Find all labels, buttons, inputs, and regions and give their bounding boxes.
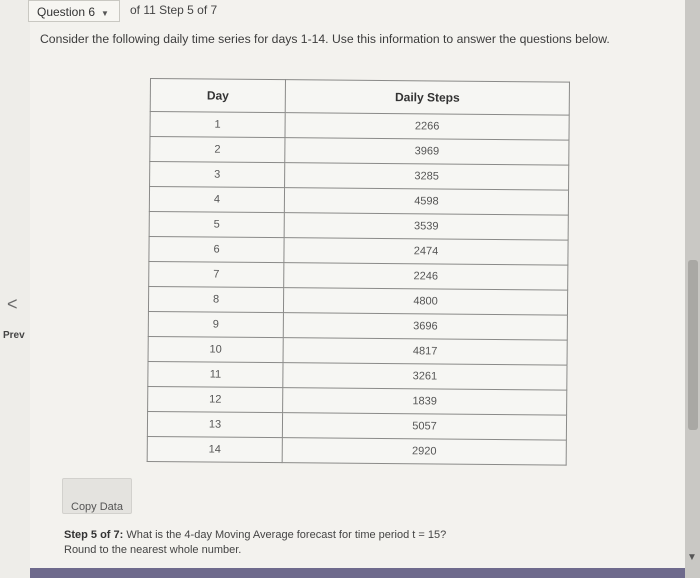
- column-header-daily-steps: Daily Steps: [285, 80, 569, 115]
- table-row: [148, 386, 567, 415]
- data-table: [147, 78, 570, 466]
- copy-data-button[interactable]: Copy Data: [62, 478, 132, 514]
- day-cell: 4: [149, 187, 284, 213]
- steps-cell: 3261: [283, 363, 567, 390]
- day-cell: 10: [148, 336, 283, 362]
- steps-cell: 5057: [282, 413, 566, 440]
- question-selector-label: Question 6: [37, 5, 96, 19]
- day-cell: 14: [147, 436, 282, 462]
- table-row: [149, 236, 568, 265]
- day-cell: 3: [150, 162, 285, 188]
- day-cell: 8: [148, 286, 283, 312]
- step-question: [64, 528, 446, 558]
- day-cell: 9: [148, 311, 283, 337]
- question-prompt: Consider the following daily time series for days 1-14. Use this information to answer the questions below.: [40, 32, 610, 46]
- table-row: [149, 261, 568, 290]
- day-cell: 11: [148, 361, 283, 387]
- steps-cell: 2266: [285, 113, 569, 140]
- table-row: [149, 211, 568, 240]
- day-cell: 5: [149, 211, 284, 237]
- scroll-down-icon[interactable]: ▼: [687, 552, 697, 563]
- day-cell: 6: [149, 236, 284, 262]
- table-row: [148, 311, 567, 340]
- step-info: of 11 Step 5 of 7: [130, 3, 218, 17]
- steps-cell: 2920: [282, 438, 566, 465]
- table-row: [150, 112, 569, 141]
- table-row: [150, 137, 569, 166]
- day-cell: 12: [148, 386, 283, 412]
- column-header-day: Day: [150, 79, 285, 113]
- steps-cell: 3696: [283, 313, 567, 340]
- table-header-row: [150, 79, 569, 116]
- day-cell: 1: [150, 112, 285, 138]
- chevron-down-icon: ▼: [101, 9, 109, 18]
- steps-cell: 4598: [284, 188, 568, 215]
- step-question-label: Step 5 of 7:: [64, 529, 124, 541]
- table-row: [148, 361, 567, 390]
- steps-cell: 3969: [285, 138, 569, 165]
- table-row: [149, 187, 568, 216]
- steps-cell: 4800: [284, 288, 568, 315]
- steps-cell: 2474: [284, 238, 568, 265]
- table-row: [147, 436, 566, 465]
- scrollbar-thumb[interactable]: [688, 260, 698, 430]
- left-gutter: [0, 0, 30, 578]
- steps-cell: 4817: [283, 338, 567, 365]
- day-cell: 13: [147, 411, 282, 437]
- step-question-text: What is the 4-day Moving Average forecast for time period t = 15?: [123, 529, 447, 541]
- day-cell: 7: [149, 261, 284, 287]
- question-selector[interactable]: [28, 0, 120, 22]
- step-question-instruction: Round to the nearest whole number.: [64, 544, 242, 556]
- steps-cell: 3539: [284, 213, 568, 240]
- table-row: [148, 286, 567, 315]
- table-row: [147, 411, 566, 440]
- prev-button[interactable]: Prev: [3, 330, 25, 341]
- day-cell: 2: [150, 137, 285, 163]
- bottom-bar: [30, 568, 685, 578]
- steps-cell: 2246: [284, 263, 568, 290]
- table-row: [150, 162, 569, 191]
- prev-arrow-icon[interactable]: <: [7, 294, 18, 314]
- table-row: [148, 336, 567, 365]
- steps-cell: 3285: [285, 163, 569, 190]
- steps-cell: 1839: [283, 388, 567, 415]
